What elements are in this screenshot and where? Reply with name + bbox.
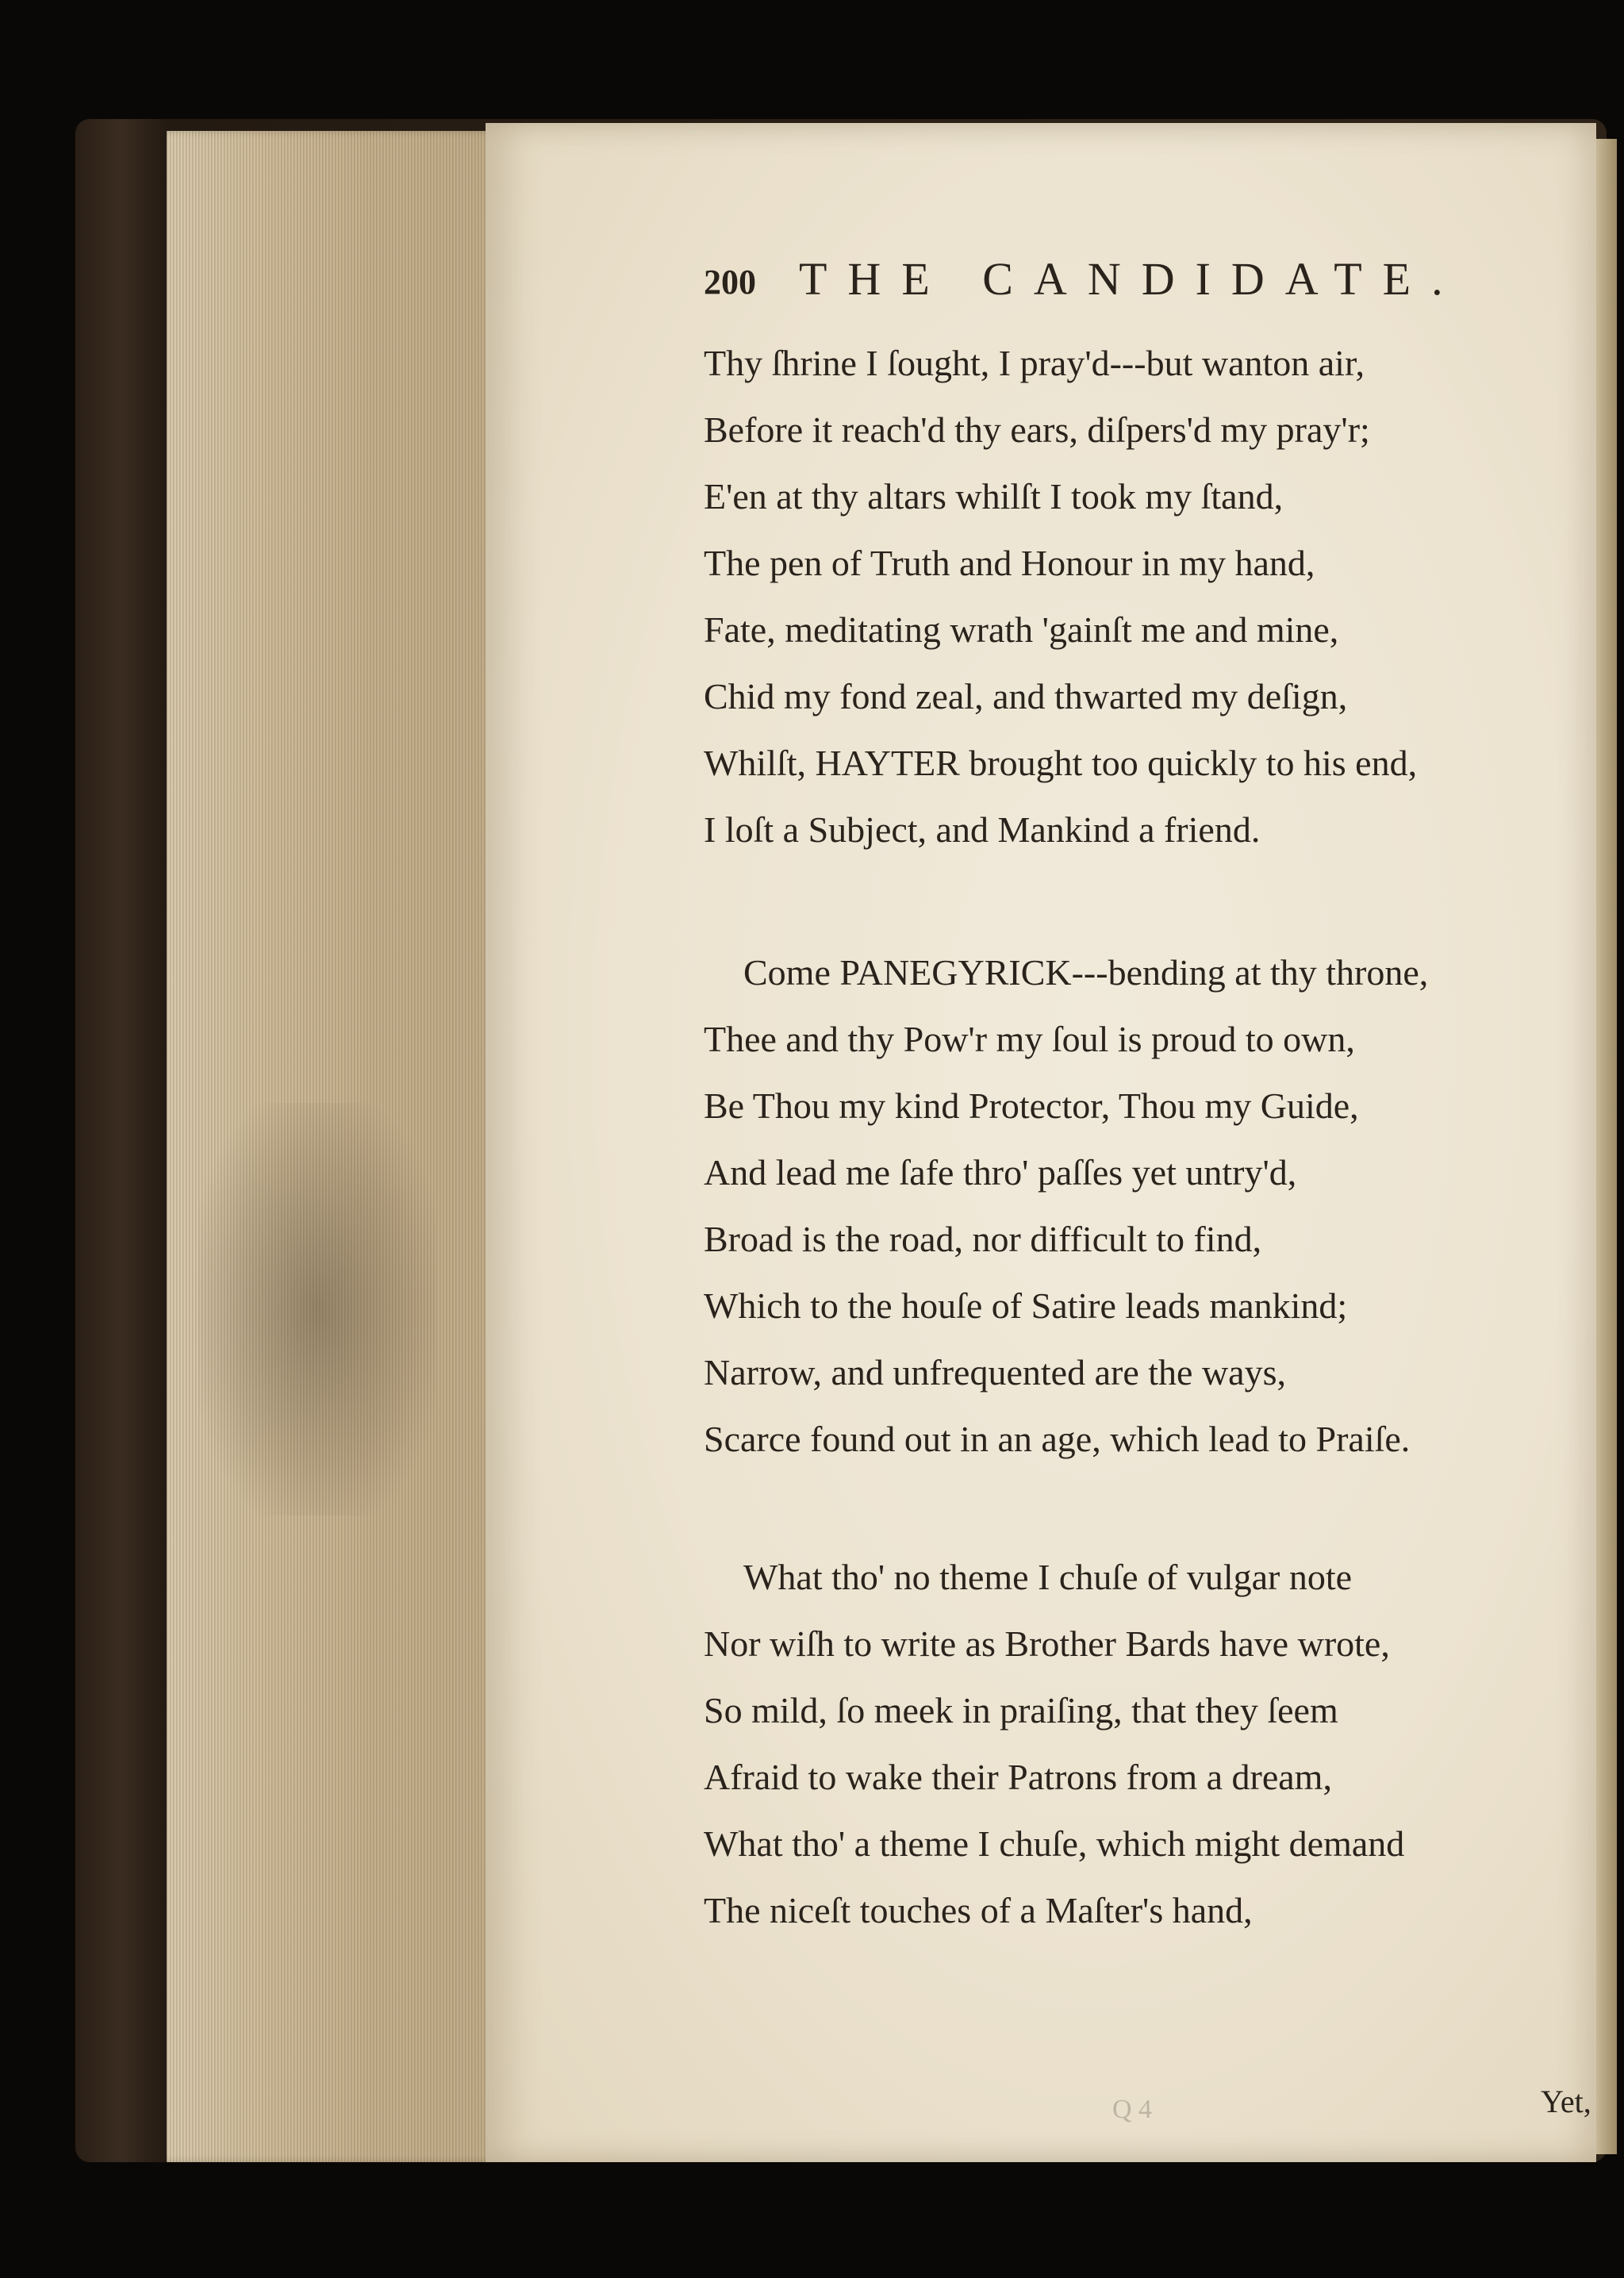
verse-line: I loſt a Subject, and Mankind a friend. <box>704 809 1261 850</box>
verse-line: Thy ſhrine I ſought, I pray'd---but wanton air, <box>704 343 1365 383</box>
verse-line: The pen of Truth and Honour in my hand, <box>704 543 1315 583</box>
running-title: THE CANDIDATE. <box>799 253 1464 305</box>
verse-line: Thee and thy Pow'r my ſoul is proud to own, <box>704 1019 1355 1059</box>
page-stain <box>198 1103 436 1515</box>
facing-page-edge <box>1593 139 1617 2154</box>
verse-line: Before it reach'd thy ears, diſpers'd my pray'r; <box>704 409 1370 450</box>
verse-line: Broad is the road, nor difficult to find, <box>704 1219 1262 1259</box>
verse-line: What tho' a theme I chuſe, which might demand <box>704 1823 1405 1864</box>
verse-line: Chid my fond zeal, and thwarted my deſign, <box>704 676 1348 716</box>
verse-line: Afraid to wake their Patrons from a dream, <box>704 1757 1332 1797</box>
signature-mark: Q 4 <box>1112 2095 1153 2124</box>
running-header <box>704 252 1576 324</box>
verse-line: What tho' no theme I chuſe of vulgar note <box>743 1557 1353 1597</box>
verse-line: And lead me ſafe thro' paſſes yet untry'd, <box>704 1152 1297 1193</box>
verse-line: Fate, meditating wrath 'gainſt me and mine, <box>704 609 1339 650</box>
verse-line: Nor wiſh to write as Brother Bards have wrote, <box>704 1623 1390 1664</box>
verse-line: So mild, ſo meek in praiſing, that they ſeem <box>704 1690 1338 1731</box>
verse-line: Which to the houſe of Satire leads mankind; <box>704 1285 1348 1326</box>
catchword: Yet, <box>1541 2084 1591 2119</box>
verse-line: Scarce found out in an age, which lead to Praiſe. <box>704 1419 1411 1459</box>
verse-line: E'en at thy altars whilſt I took my ſtand, <box>704 476 1284 517</box>
verse-line: The niceſt touches of a Maſter's hand, <box>704 1890 1253 1930</box>
book-page <box>486 123 1596 2162</box>
page-text <box>486 123 1596 2162</box>
verse-line: Come PANEGYRICK---bending at thy throne, <box>743 952 1429 993</box>
verse-line: Be Thou my kind Protector, Thou my Guide, <box>704 1085 1359 1126</box>
verse-line: Narrow, and unfrequented are the ways, <box>704 1352 1286 1393</box>
page-number: 200 <box>704 263 756 302</box>
verse-line: Whilſt, HAYTER brought too quickly to his end, <box>704 743 1418 783</box>
